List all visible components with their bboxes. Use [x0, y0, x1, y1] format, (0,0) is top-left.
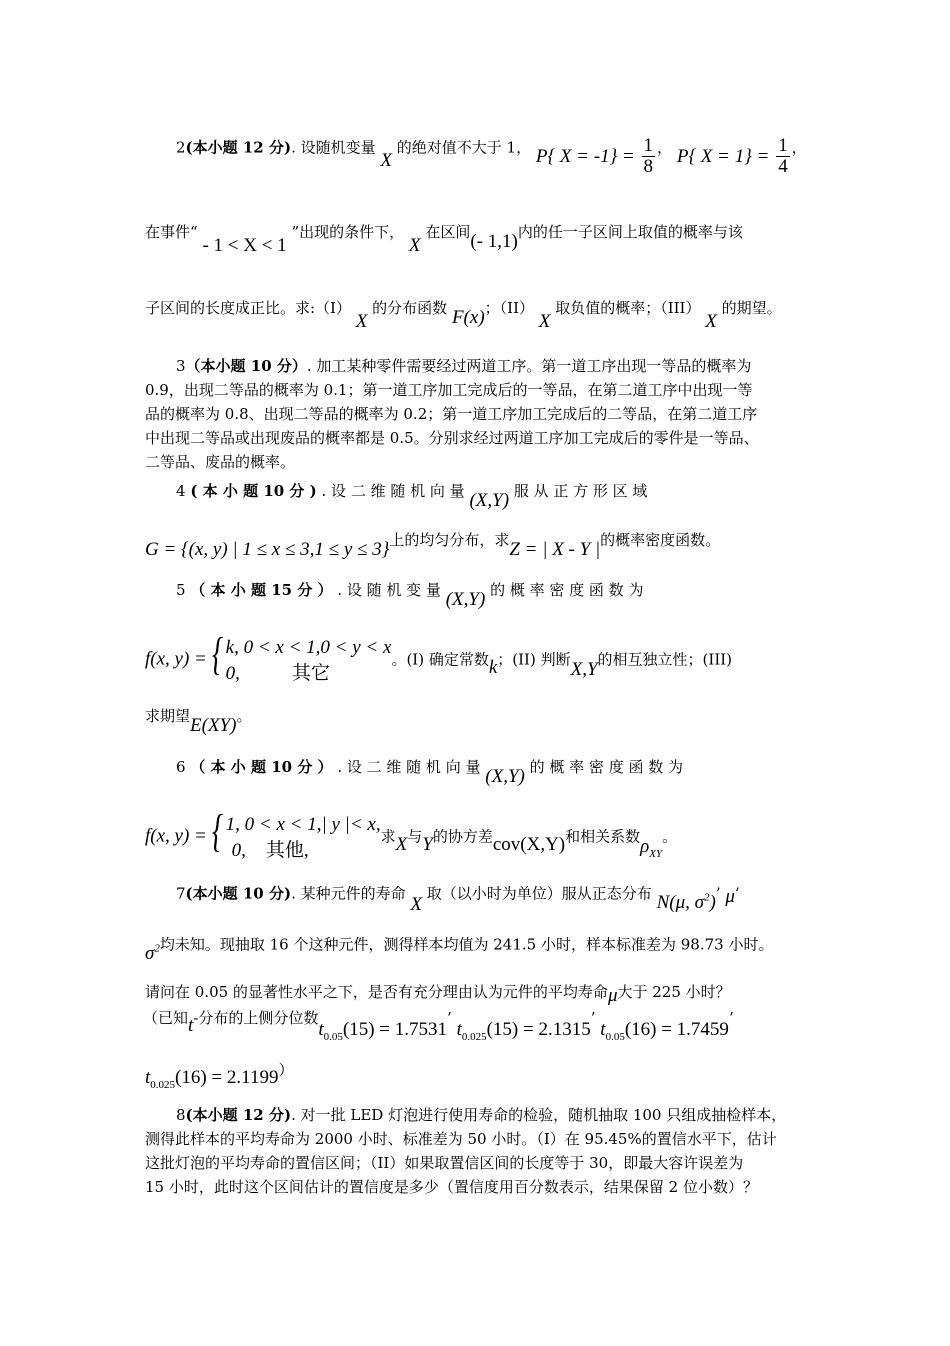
q5-line3 [145, 706, 252, 736]
q7-t2-sub: 0.025 [461, 1030, 487, 1043]
q6-f-lhs: f(x, y) = [145, 825, 207, 847]
q4-marks: ( 本 小 题 10 分 ) [190, 482, 317, 500]
q5-xy: (X,Y) [445, 589, 486, 610]
q2-text: 的分布函数 [372, 299, 448, 317]
q7-sigma-sup: 2 [154, 943, 160, 955]
q3-paragraph [145, 354, 805, 474]
q2-line3: 子区间的长度成正比。求:（I） X 的分布函数 F(x)；（II） X 取负值的概率；（III） X 的期望。 [145, 299, 782, 332]
q8-number: 8 [176, 1106, 186, 1124]
q2-prob-minus1: P{ X = -1} = [535, 146, 635, 168]
q7-text: （已知 [143, 1009, 189, 1027]
q4-text: 的概率密度函数。 [600, 531, 721, 549]
q6-rho-sub: XY [649, 847, 663, 860]
q2-text: 子区间的长度成正比。求:（I） [145, 299, 351, 317]
q7-sigma: σ [145, 943, 155, 965]
q4-line2 [145, 530, 721, 560]
q2-comma: ， [791, 138, 807, 157]
q8-paragraph [145, 1103, 805, 1199]
q6-rho: ρ [640, 835, 650, 857]
q8-line: 测得此样本的平均寿命为 2000 小时、标准差为 50 小时。（I）在 95.45%的置信水平下，估计 [145, 1130, 777, 1148]
q3-line: 品的概率为 0.8、出现二等品的概率为 0.2；第一道工序加工完成后的二等品，在第二道工序 [145, 405, 758, 423]
q5-k: k [488, 656, 498, 678]
q5-text: 的相互独立性；(III) [597, 650, 733, 669]
q6-text: 的协方差 [432, 827, 493, 846]
q7-text: 大于 225 小时？ [617, 983, 731, 1001]
q5-line2 [145, 628, 733, 686]
q3-line: 0.9，出现二等品的概率为 0.1；第一道工序加工完成后的一等品，在第二道工序中出现一等 [145, 381, 753, 399]
q6-line2: f(x, y) = { 1, 0 < x < 1,| y |< x, 0, 其他, 求X与Y的协方差cov(X,Y)和相关系数$\rho_{XY}$。 [145, 812, 677, 863]
q4-line1 [176, 481, 804, 511]
q2-text: 取负值的概率；（III） [555, 299, 701, 317]
q5-cases: { k, 0 < x < 1,0 < y < x 0, 其它 [211, 628, 392, 684]
q7-t1: (15) = 1.7531 [342, 1019, 448, 1040]
q6-case2-cond: 其他, [265, 839, 309, 861]
q3-line: 二等品、废品的概率。 [145, 453, 296, 471]
q5-case1: k, 0 < x < 1,0 < y < x [225, 637, 392, 658]
frac-den: 8 [643, 155, 654, 177]
q7-t4: (16) = 2.1199 [175, 1067, 279, 1088]
q6-text: 。 [662, 827, 678, 846]
q5-marks: （ 本 小 题 15 分 ） [190, 581, 333, 599]
q3-line: . 加工某种零件需要经过两道工序。第一道工序出现一等品的概率为 [306, 357, 752, 375]
q6-cov: cov(X,Y) [492, 833, 566, 855]
q7-close: ） [278, 1061, 294, 1079]
q7-text: -分布的上侧分位数 [193, 1009, 319, 1027]
q6-text: 和相关系数 [565, 827, 641, 846]
q7-t: t [188, 1015, 194, 1036]
q2-line2: 在事件“ - 1 < X < 1 ”出现的条件下， X 在区间(- 1,1)内的任一子区间上取值的概率与该 [145, 223, 743, 256]
q7-text: 取（以小时为单位）服从正态分布 [426, 884, 652, 903]
q6-text: . 设 二 维 随 机 向 量 [337, 758, 481, 776]
q4-number: 4 [176, 482, 186, 500]
q2-text: 的绝对值不大于 1， [396, 138, 532, 157]
q5-text: ；(II) 判断 [497, 650, 571, 669]
q7-normal: N(μ, σ [656, 892, 704, 914]
q5-number: 5 [176, 581, 186, 599]
q7-t2: (15) = 2.1315 [486, 1019, 591, 1040]
q2-line1: 2(本小题 12 分). 设随机变量 X 的绝对值不大于 1， P{ X = -1} = $\frac{1}{8}$ ， P{ X = 1} = $\frac{1}{4}$ ， [176, 135, 807, 177]
q4-text: . 设 二 维 随 机 向 量 [321, 482, 465, 500]
q3-line: 中出现二等品或出现废品的概率都是 0.5。分别求经过两道工序加工完成后的零件是一等品、 [145, 429, 759, 447]
q7-t4-sub: 0.025 [150, 1078, 176, 1091]
q5-text: 。 [236, 707, 252, 725]
q2-text: ”出现的条件下， [291, 223, 405, 241]
q7-line5: $t_{0.025}(16) = 2.1199$） [145, 1061, 294, 1091]
frac-num: 1 [643, 135, 654, 156]
q5-case2-cond: 其它 [291, 662, 330, 684]
q4-xy: (X,Y) [469, 490, 510, 511]
q2-text: 在事件“ [145, 223, 198, 241]
q7-normal-sup: 2 [704, 892, 710, 904]
frac-num: 1 [778, 135, 788, 156]
q2-event: - 1 < X < 1 [202, 235, 287, 256]
q5-xy2: X,Y [570, 658, 598, 680]
q5-exy: E(XY) [190, 715, 237, 736]
q5-text: . 设 随 机 变 量 [337, 581, 441, 599]
q4-text: 上的均匀分布，求 [389, 531, 510, 549]
q2-fx: F(x) [451, 307, 485, 328]
q6-text: 与 [407, 827, 423, 846]
q2-prob-1: P{ X = 1} = [676, 146, 770, 168]
q3-marks: （本小题 10 分） [185, 357, 307, 375]
q5-text: 的 概 率 密 度 函 数 为 [490, 581, 644, 599]
q2-text: . 设随机变量 [291, 138, 376, 157]
q7-text: 均未知。现抽取 16 个这种元件，测得样本均值为 241.5 小时，样本标准差为 98.73 小时。 [159, 935, 774, 954]
frac-den: 4 [778, 155, 788, 177]
q2-interval: (- 1,1) [470, 231, 518, 252]
q7-line4: （已知t-分布的上侧分位数$t_{0.05}(15) = 1.7531$’ $t_{0.025}(15) = 2.1315$’ $t_{0.05}(16) = 1.7459$’ [143, 1009, 734, 1043]
q2-text: 内的任一子区间上取值的概率与该 [517, 223, 743, 241]
q2-marks: (本小题 12 分) [185, 138, 292, 157]
q7-line2 [145, 934, 774, 965]
q6-case1: 1, 0 < x < 1,| y |< x, [225, 814, 381, 835]
q4-text: 服 从 正 方 形 区 域 [513, 482, 648, 500]
q6-text: 的 概 率 密 度 函 数 为 [529, 758, 684, 776]
q5-line1 [176, 580, 644, 610]
q4-z: Z = | X - Y | [509, 539, 601, 560]
q4-region: G = {(x, y) | 1 ≤ x ≤ 3,1 ≤ y ≤ 3} [145, 539, 390, 560]
q2-text: 在区间 [425, 223, 471, 241]
q8-marks: (本小题 12 分) [185, 1106, 292, 1124]
q7-mu: μ [725, 886, 735, 908]
q7-line1: 7(本小题 10 分). 某种元件的寿命 X 取（以小时为单位）服从正态分布 N(μ, $\sigma^2$)’ μ’ [176, 884, 740, 916]
q7-number: 7 [176, 884, 186, 903]
q7-text: 请问在 0.05 的显著性水平之下，是否有充分理由认为元件的平均寿命 [145, 983, 608, 1001]
q7-text: . 某种元件的寿命 [291, 884, 406, 903]
q7-normal-end: ) [709, 892, 716, 914]
q5-text: 求期望 [145, 707, 191, 725]
q8-line: . 对一批 LED 灯泡进行使用寿命的检验，随机抽取 100 只组成抽检样本， [291, 1106, 787, 1124]
q6-xy: (X,Y) [485, 766, 525, 787]
q3-number: 3 [176, 357, 186, 375]
q6-text: 求 [380, 827, 396, 846]
q6-cases: { 1, 0 < x < 1,| y |< x, 0, 其他, [211, 805, 381, 861]
q5-f-lhs: f(x, y) = [145, 648, 207, 670]
q2-text: ；（II） [484, 299, 535, 317]
q6-case2-val: 0, [231, 839, 246, 861]
q7-line3 [145, 982, 731, 1006]
q2-number: 2 [176, 138, 186, 157]
q6-number: 6 [176, 758, 186, 776]
q6-line1 [176, 757, 684, 787]
q8-line: 这批灯泡的平均寿命的置信区间；（II）如果取置信区间的长度等于 30，即最大容许误差为 [145, 1154, 744, 1172]
q7-t3-sub: 0.05 [605, 1030, 625, 1043]
q7-marks: (本小题 10 分) [185, 884, 292, 903]
q8-line: 15 小时，此时这个区间估计的置信度是多少（置信度用百分数表示，结果保留 2 位小数）？ [145, 1178, 758, 1196]
q6-marks: （ 本 小 题 10 分 ） [190, 758, 333, 776]
q2-comma: ， [657, 138, 673, 157]
q2-text: 的期望。 [721, 299, 782, 317]
q7-mu: μ [607, 985, 618, 1006]
q5-case2-val: 0, [225, 662, 240, 684]
q7-t3: (16) = 1.7459 [624, 1019, 729, 1040]
q7-t1-sub: 0.05 [323, 1030, 343, 1043]
q5-text: 。(I) 确定常数 [391, 650, 489, 669]
